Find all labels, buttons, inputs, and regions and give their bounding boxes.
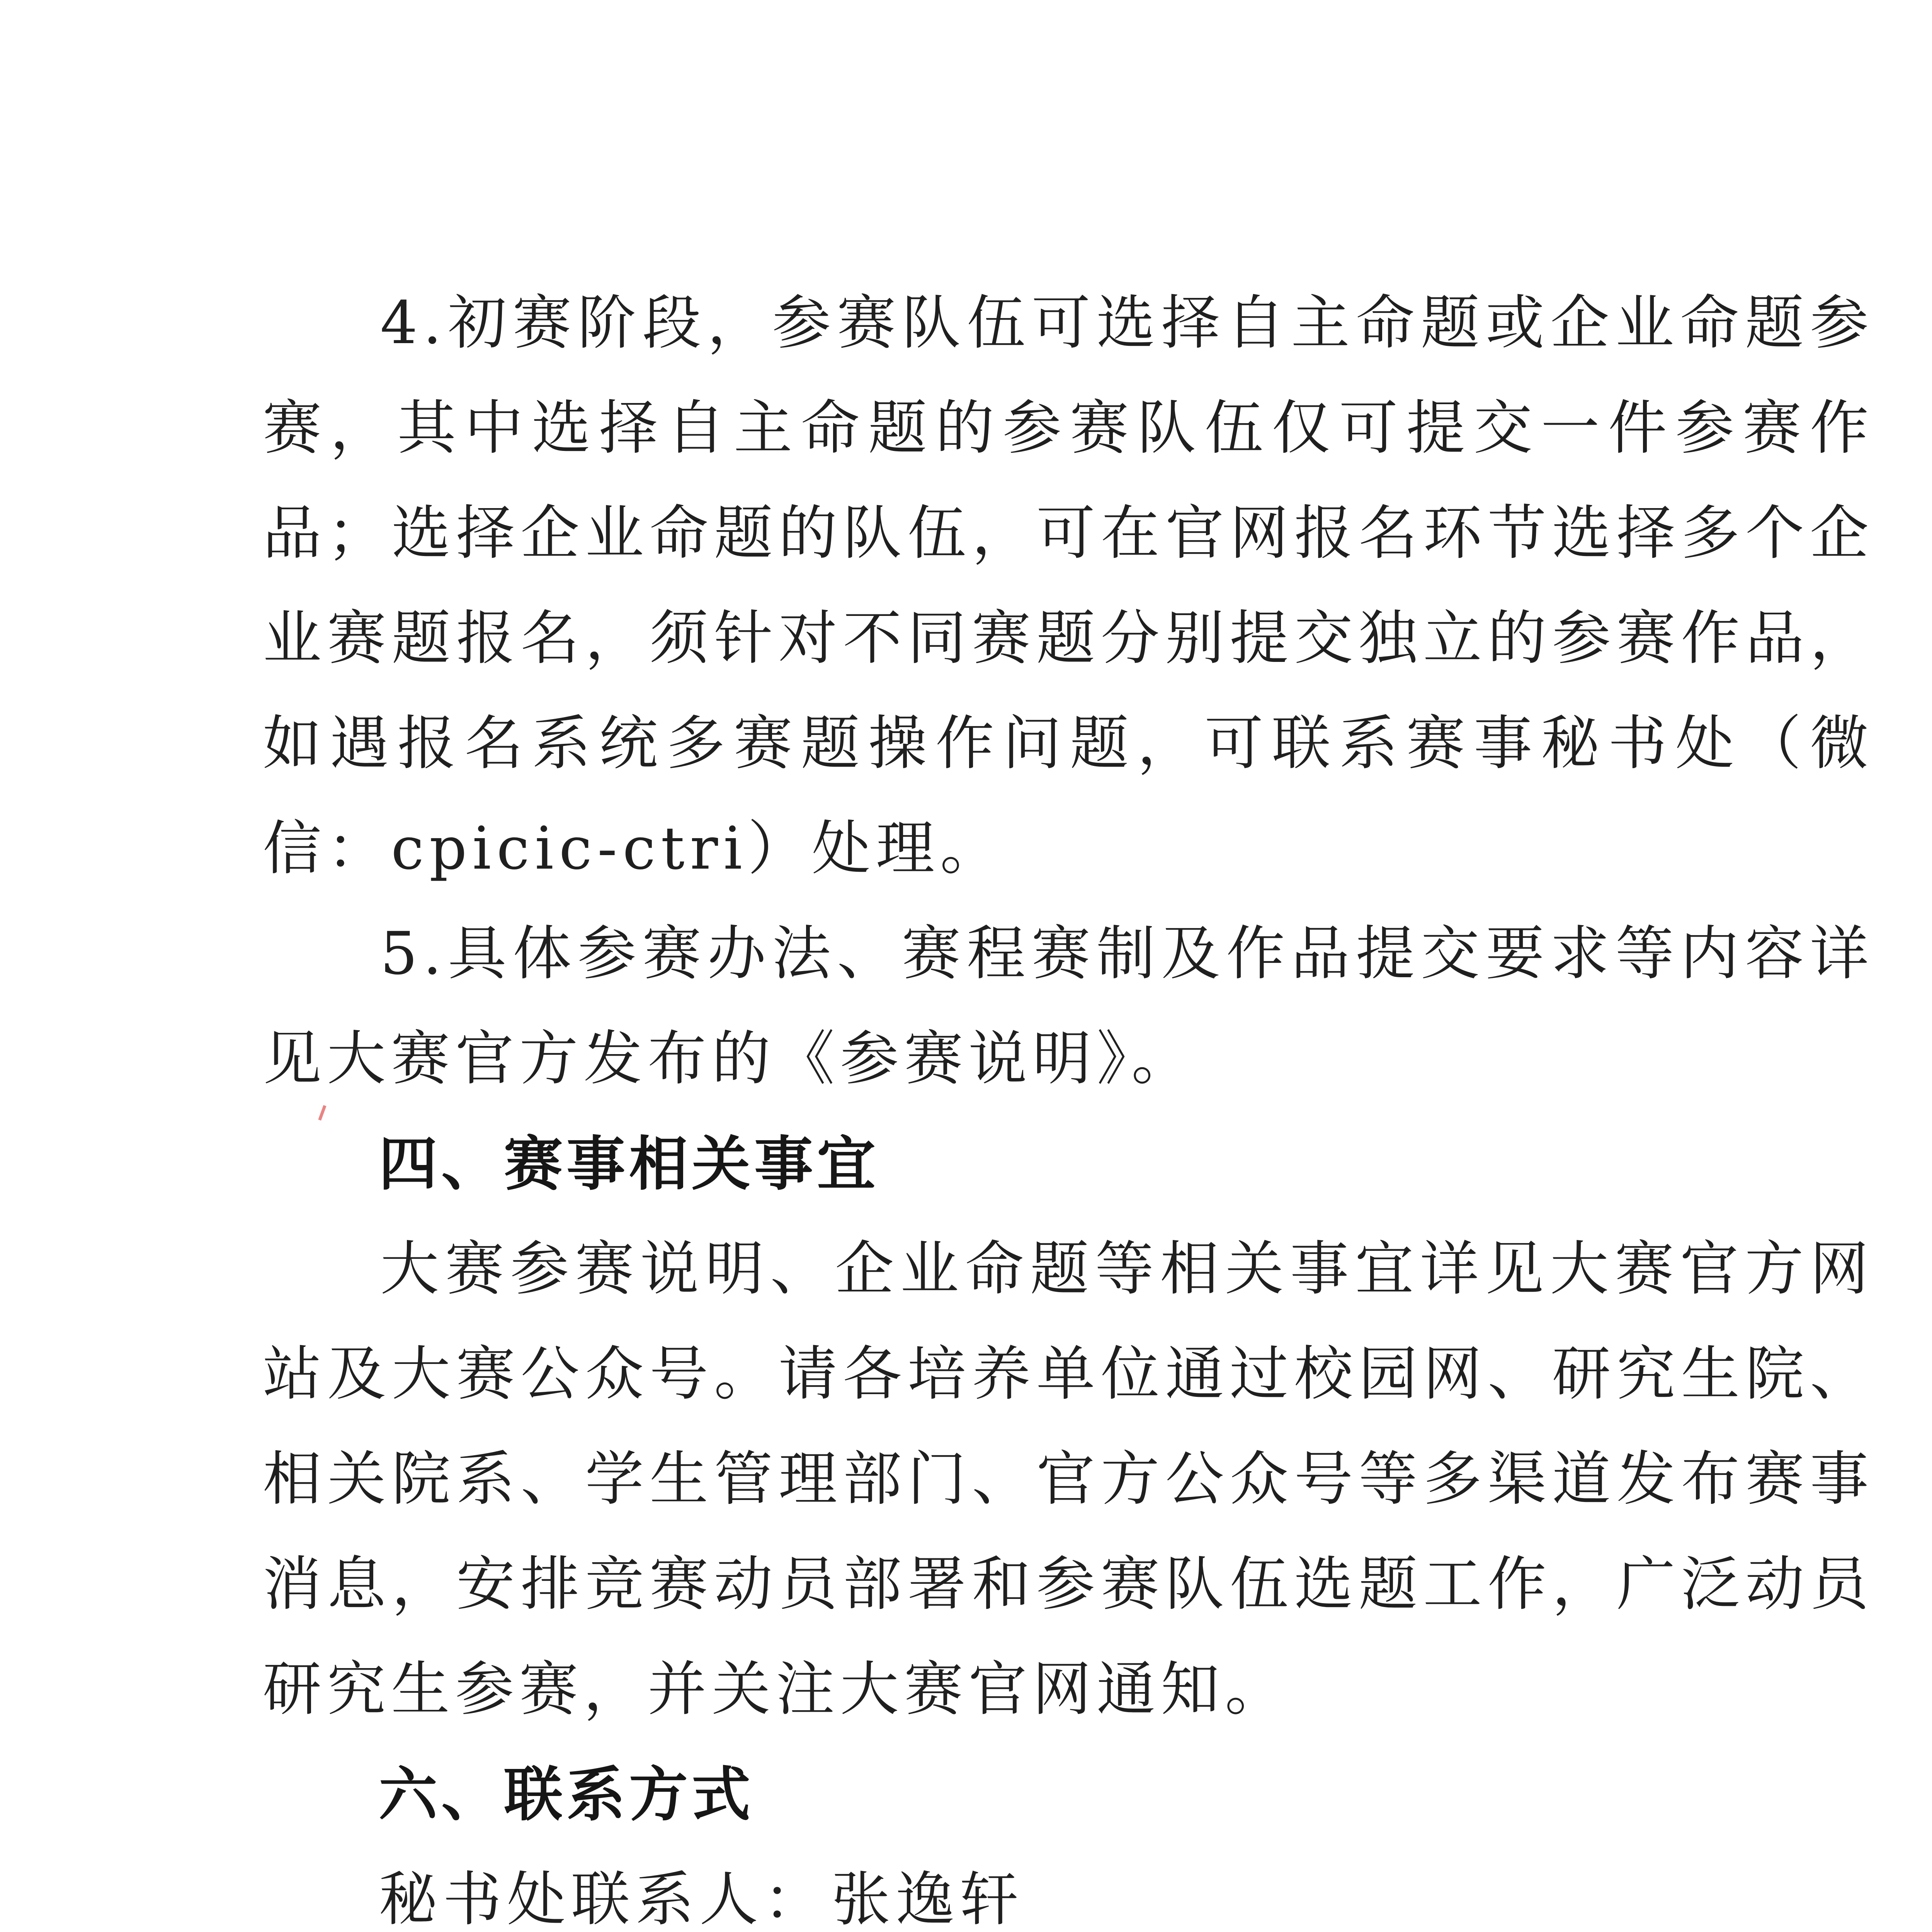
document-body [263, 270, 1874, 1932]
contact-line: 秘书处联系人：张逸轩 [263, 1847, 1874, 1932]
contact-list [263, 1847, 1874, 1932]
contact-label: 秘书处联系人 [379, 1865, 764, 1932]
paragraph-item-4: 4.初赛阶段，参赛队伍可选择自主命题或企业命题参赛，其中选择自主命题的参赛队伍仅可提交一件参赛作品；选择企业命题的队伍，可在官网报名环节选择多个企业赛题报名，须针对不同赛题分别提交独立的参赛作品，如遇报名系统多赛题操作问题，可联系赛事秘书处（微信：cpicic-ctri）处理。 [263, 289, 1874, 883]
contact-value: 张逸轩 [832, 1865, 1024, 1932]
section-4-paragraph: 大赛参赛说明、企业命题等相关事宜详见大赛官方网站及大赛公众号。请各培养单位通过校园网、研究生院、相关院系、学生管理部门、官方公众号等多渠道发布赛事消息，安排竞赛动员部署和参赛队伍选题工作，广泛动员研究生参赛，并关注大赛官网通知。 [263, 1235, 1874, 1723]
section-heading-6: 六、联系方式 [379, 1760, 754, 1829]
section-heading-4: 四、赛事相关事宜 [379, 1129, 879, 1198]
paragraph-item-5: 5.具体参赛办法、赛程赛制及作品提交要求等内容详见大赛官方发布的《参赛说明》。 [263, 919, 1874, 1093]
